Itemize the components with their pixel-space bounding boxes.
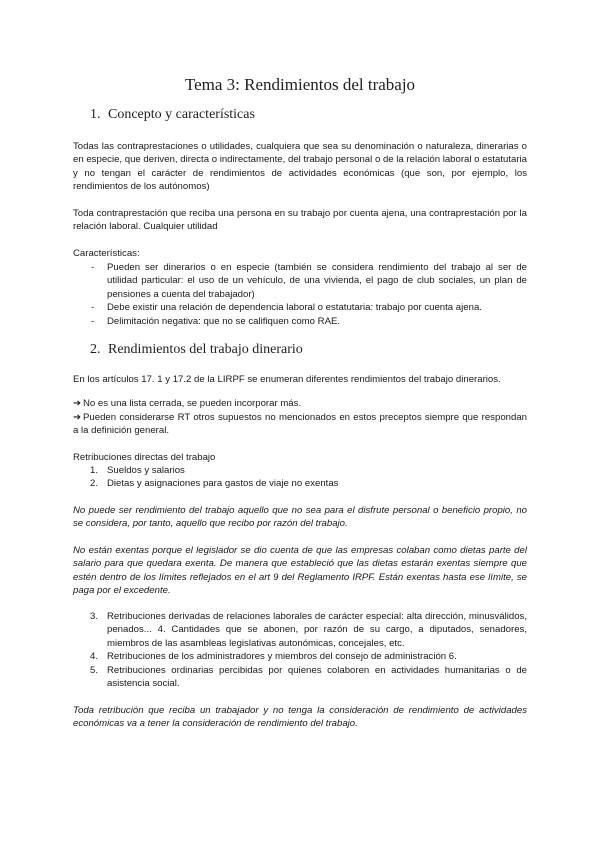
section-2-intro: En los artículos 17. 1 y 17.2 de la LIRPF se enumeran diferentes rendimientos del trabajo dinerarios. — [73, 374, 501, 385]
list-item: 2. Dietas y asignaciones para gastos de viaje no exentas — [90, 478, 339, 490]
section-2-heading — [90, 341, 303, 359]
section-1-number: 1. — [90, 107, 101, 122]
section-1-paragraph-2: Toda contraprestación que reciba una persona en su trabajo por cuenta ajena, una contraprestación por la relación laboral. Cualquier utilidad — [73, 208, 527, 233]
arrow-note-2: ➔ Pueden considerarse RT otros supuestos no mencionados en estos preceptos siempre que respondan a la definición general. — [73, 412, 527, 437]
list-item: - Pueden ser dinerarios o en especie (también se considera rendimiento del trabajo al ser de utilidad particular: el uso de un vehículo, de una vivienda, el pago de club sociales, un plan de pensiones a cuenta del trabajador) — [91, 262, 527, 300]
italic-note-1: No puede ser rendimiento del trabajo aquello que no sea para el disfrute personal o beneficio propio, no se considera, por tanto, aquello que recibo por razón del trabajo. — [73, 505, 527, 530]
section-2-number: 2. — [90, 342, 101, 357]
page-title: Tema 3: Rendimientos del trabajo — [184, 75, 416, 94]
list-item: - Delimitación negativa: que no se califiquen como RAE. — [91, 315, 341, 327]
list-item: 5. Retribuciones ordinarias percibidas por quienes colaboren en actividades humanitarias o de asistencia social. — [90, 664, 527, 690]
characteristics-label: Características: — [73, 248, 140, 259]
retributions-list — [73, 464, 527, 491]
arrow-note-1: ➔ No es una lista cerrada, se pueden incorporar más. — [73, 398, 302, 409]
list-item: 1. Sueldos y salarios — [90, 465, 185, 476]
retributions-label: Retribuciones directas del trabajo — [73, 452, 216, 463]
italic-note-2: No están exentas porque el legislador se dio cuenta de que las empresas colaban como dietas parte del salario para que quedara exenta. De manera que estableció que las dietas estarán exentas siempre que estén dentro de los límites reflejados en el art 9 del Reglamento IRPF. Están exentas hasta ese límite, se paga por el excedente. — [73, 545, 527, 597]
italic-note-3: Toda retribución que reciba un trabajador y no tenga la consideración de rendimiento de actividades económicas va a tener la consideración de rendimiento del trabajo. — [73, 705, 527, 730]
list-item: - Debe existir una relación de dependencia laboral o estatutaria: trabajo por cuenta ajena. — [91, 302, 482, 314]
section-1-paragraph-1: Todas las contraprestaciones o utilidades, cualquiera que sea su denominación o naturaleza, dinerarias o en especie, que deriven, directa o indirectamente, del trabajo personal o de la relación laboral o estatutaria y no tengan el carácter de rendimientos de actividades económicas (que son, por ejemplo, los rendimientos de los autónomos) — [73, 141, 527, 193]
section-1-heading — [90, 106, 255, 124]
list-item: 4. Retribuciones de los administradores y miembros del consejo de administración 6. — [90, 651, 457, 663]
arrow-icon: ➔ — [73, 398, 82, 409]
characteristics-list — [73, 261, 527, 328]
retributions-list-continued — [73, 610, 527, 690]
section-1-title: Concepto y características — [108, 107, 255, 122]
list-item: 3. Retribuciones derivadas de relaciones laborales de carácter especial: alta dirección, minusválidos, penados... 4. Cantidades que se abonen, por razón de su cargo, a diputados, senadores, miembros de las asambleas legislativas autonómicas, concejales, etc. — [90, 611, 527, 649]
section-2-title: Rendimientos del trabajo dinerario — [108, 342, 303, 357]
arrow-icon: ➔ — [73, 412, 82, 423]
